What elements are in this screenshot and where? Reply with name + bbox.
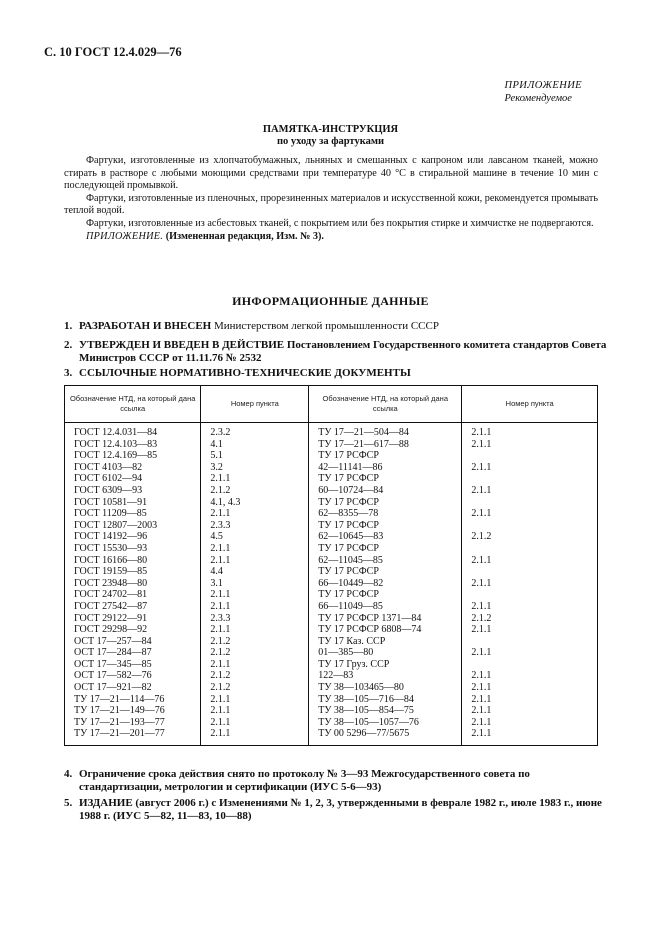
section-number: 1. [64, 320, 73, 332]
clause-number: 2.3.2 [201, 423, 309, 439]
clause-number: 2.1.2 [201, 636, 309, 648]
table-row [65, 485, 598, 497]
clause-number: 2.1.1 [462, 682, 598, 694]
clause-number: 3.1 [201, 578, 309, 590]
clause-number: 2.1.1 [462, 717, 598, 729]
note-italic: ПРИЛОЖЕНИЕ. [86, 230, 164, 242]
ntd-designation: 66—10449—82 [309, 578, 462, 590]
ntd-designation: ТУ 17 РСФСР [309, 450, 462, 462]
table-row [65, 520, 598, 532]
table-header-row [65, 386, 598, 423]
ntd-designation: ГОСТ 14192—96 [65, 531, 201, 543]
ntd-designation: ТУ 38—105—854—75 [309, 705, 462, 717]
info-section-1 [64, 320, 610, 333]
clause-number: 2.1.1 [462, 670, 598, 682]
clause-number: 2.1.1 [201, 705, 309, 717]
clause-number: 2.1.1 [462, 694, 598, 706]
ntd-designation: ГОСТ 10581—91 [65, 497, 201, 509]
clause-number: 2.1.2 [462, 531, 598, 543]
memo-heading [0, 124, 661, 148]
info-section-3 [64, 367, 610, 380]
ntd-designation: ТУ 17 РСФСР [309, 497, 462, 509]
ntd-designation: ТУ 17 РСФСР [309, 566, 462, 578]
memo-change-note [64, 231, 598, 244]
table-row [65, 555, 598, 567]
ntd-designation: ТУ 17—21—114—76 [65, 694, 201, 706]
section-lead: РАЗРАБОТАН И ВНЕСЕН [79, 320, 212, 332]
ntd-designation: ТУ 17 РСФСР 6808—74 [309, 624, 462, 636]
table-row [65, 543, 598, 555]
clause-number [462, 566, 598, 578]
ntd-designation: ТУ 17 РСФСР [309, 543, 462, 555]
clause-number: 2.1.1 [201, 601, 309, 613]
clause-number: 4.1, 4.3 [201, 497, 309, 509]
table-row [65, 624, 598, 636]
table-row [65, 601, 598, 613]
ntd-designation: ТУ 17 РСФСР [309, 589, 462, 601]
info-section-5 [64, 797, 610, 823]
ntd-designation: ГОСТ 24702—81 [65, 589, 201, 601]
clause-number [462, 543, 598, 555]
ntd-designation: ОСТ 17—284—87 [65, 647, 201, 659]
col-header-clause: Номер пункта [462, 386, 598, 423]
table-row [65, 682, 598, 694]
ntd-designation: ГОСТ 29122—91 [65, 613, 201, 625]
table-row [65, 423, 598, 439]
table-row [65, 578, 598, 590]
memo-paragraph: Фартуки, изготовленные из асбестовых тканей, с покрытием или без покрытия стирке и химчистке не подвергаются. [86, 217, 594, 229]
ntd-designation: ГОСТ 6309—93 [65, 485, 201, 497]
appendix-label [505, 79, 583, 105]
section-body: Министерством легкой промышленности СССР [211, 320, 439, 332]
ntd-designation: ГОСТ 19159—85 [65, 566, 201, 578]
clause-number: 2.1.1 [462, 439, 598, 451]
ntd-designation: 122—83 [309, 670, 462, 682]
table-row [65, 462, 598, 474]
table-body [65, 423, 598, 746]
ntd-designation: ГОСТ 15530—93 [65, 543, 201, 555]
clause-number [462, 450, 598, 462]
clause-number: 2.1.1 [462, 601, 598, 613]
table-row [65, 647, 598, 659]
ntd-designation: ТУ 17 РСФСР [309, 473, 462, 485]
section-number: 3. [64, 367, 73, 379]
memo-title: ПАМЯТКА-ИНСТРУКЦИЯ [262, 124, 399, 135]
clause-number: 2.1.1 [462, 578, 598, 590]
clause-number: 2.1.1 [201, 555, 309, 567]
appendix-title: ПРИЛОЖЕНИЕ [504, 80, 582, 91]
note-bold: (Измененная редакция, Изм. № 3). [165, 230, 324, 242]
info-section-2 [64, 339, 610, 365]
ntd-designation: ТУ 38—105—716—84 [309, 694, 462, 706]
table-row [65, 531, 598, 543]
ntd-designation: ТУ 17—21—149—76 [65, 705, 201, 717]
ntd-designation: ОСТ 17—582—76 [65, 670, 201, 682]
clause-number: 2.1.1 [462, 462, 598, 474]
clause-number: 2.1.1 [201, 589, 309, 601]
section-text [79, 320, 610, 333]
clause-number: 2.1.1 [201, 473, 309, 485]
table-row [65, 636, 598, 648]
section-number: 2. [64, 339, 73, 351]
ntd-designation: ТУ 17 Каз. ССР [309, 636, 462, 648]
clause-number: 5.1 [201, 450, 309, 462]
section-body: Постановлением Государственного комитета стандартов Совета Министров СССР от 11.11.76 № 2532 [79, 339, 607, 364]
ntd-designation: 62—10645—83 [309, 531, 462, 543]
memo-paragraph: Фартуки, изготовленные из хлопчатобумажных, льняных и смешанных с капроном или лавсаном тканей, можно стирать в растворе с любыми моющими средствами при температуре 40 °С в стиральной машине в течение 10 мин с последующей промывкой. [64, 155, 598, 192]
clause-number [462, 520, 598, 532]
clause-number [462, 473, 598, 485]
clause-number: 2.1.1 [201, 728, 309, 745]
table-row [65, 566, 598, 578]
clause-number: 4.5 [201, 531, 309, 543]
page-header: С. 10 ГОСТ 12.4.029—76 [44, 45, 182, 59]
ntd-designation: ТУ 00 5296—77/5675 [309, 728, 462, 745]
ntd-designation: ГОСТ 12.4.169—85 [65, 450, 201, 462]
ntd-designation: ТУ 17 РСФСР [309, 520, 462, 532]
ntd-designation: ТУ 17—21—201—77 [65, 728, 201, 745]
clause-number: 2.1.2 [201, 682, 309, 694]
ntd-designation: ОСТ 17—257—84 [65, 636, 201, 648]
ntd-designation: ТУ 17 Груз. ССР [309, 659, 462, 671]
ntd-designation: ГОСТ 16166—80 [65, 555, 201, 567]
ntd-designation: ГОСТ 4103—82 [65, 462, 201, 474]
section-text: Ограничение срока действия снято по протоколу № 3—93 Межгосударственного совета по стандартизации, метрологии и сертификации (ИУС 5-6—93) [79, 768, 530, 793]
ntd-designation: ТУ 38—105—1057—76 [309, 717, 462, 729]
info-section-4 [64, 768, 610, 794]
clause-number: 2.1.1 [462, 647, 598, 659]
clause-number: 2.1.1 [201, 624, 309, 636]
ntd-designation: ТУ 17—21—504—84 [309, 423, 462, 439]
ntd-designation: ТУ 17—21—193—77 [65, 717, 201, 729]
section-lead: ССЫЛОЧНЫЕ НОРМАТИВНО-ТЕХНИЧЕСКИЕ ДОКУМЕНТЫ [79, 367, 411, 379]
clause-number: 4.1 [201, 439, 309, 451]
clause-number: 2.1.2 [462, 613, 598, 625]
clause-number: 2.1.2 [201, 670, 309, 682]
clause-number: 2.1.2 [201, 647, 309, 659]
section-text [79, 367, 610, 380]
clause-number: 2.1.1 [462, 705, 598, 717]
ntd-designation: ТУ 17—21—617—88 [309, 439, 462, 451]
clause-number: 2.1.1 [201, 508, 309, 520]
ntd-designation: ГОСТ 6102—94 [65, 473, 201, 485]
ntd-designation: ОСТ 17—345—85 [65, 659, 201, 671]
ntd-designation: 62—11045—85 [309, 555, 462, 567]
clause-number: 2.1.1 [201, 659, 309, 671]
clause-number: 2.1.1 [201, 694, 309, 706]
clause-number [462, 497, 598, 509]
info-title: ИНФОРМАЦИОННЫЕ ДАННЫЕ [232, 294, 429, 308]
ntd-designation: ОСТ 17—921—82 [65, 682, 201, 694]
memo-subtitle: по уходу за фартуками [276, 136, 385, 147]
section-text: ИЗДАНИЕ (август 2006 г.) с Изменениями № 1, 2, 3, утвержденными в феврале 1982 г., июле 1983 г., июне 1988 г. (ИУС 5—82, 11—83, 10—88) [79, 797, 602, 822]
ntd-designation: ГОСТ 27542—87 [65, 601, 201, 613]
clause-number: 2.1.1 [462, 485, 598, 497]
table-row [65, 717, 598, 729]
clause-number: 2.1.1 [462, 508, 598, 520]
ntd-designation: 42—11141—86 [309, 462, 462, 474]
ntd-designation: 62—8355—78 [309, 508, 462, 520]
table-row [65, 670, 598, 682]
table-row [65, 439, 598, 451]
clause-number: 2.1.1 [201, 543, 309, 555]
ntd-designation: ГОСТ 12.4.031—84 [65, 423, 201, 439]
ntd-designation: ГОСТ 23948—80 [65, 578, 201, 590]
clause-number: 2.3.3 [201, 520, 309, 532]
table-row [65, 450, 598, 462]
section-text [79, 339, 610, 365]
clause-number: 2.1.1 [201, 717, 309, 729]
col-header-clause: Номер пункта [201, 386, 309, 423]
ntd-designation: ГОСТ 11209—85 [65, 508, 201, 520]
ntd-designation: 60—10724—84 [309, 485, 462, 497]
section-number: 4. [64, 768, 73, 780]
table-row [65, 728, 598, 745]
clause-number: 2.1.1 [462, 624, 598, 636]
table-row [65, 589, 598, 601]
table-row [65, 659, 598, 671]
table-row [65, 694, 598, 706]
ntd-designation: 01—385—80 [309, 647, 462, 659]
table-row [65, 473, 598, 485]
clause-number: 2.3.3 [201, 613, 309, 625]
col-header-doc: Обозначение НТД, на который дана ссылка [65, 386, 201, 423]
clause-number: 2.1.1 [462, 423, 598, 439]
references-table [64, 385, 598, 746]
memo-body [64, 155, 598, 243]
ntd-designation: ГОСТ 29298—92 [65, 624, 201, 636]
appendix-status: Рекомендуемое [504, 93, 572, 104]
ntd-designation: 66—11049—85 [309, 601, 462, 613]
ntd-designation: ГОСТ 12.4.103—83 [65, 439, 201, 451]
memo-paragraph: Фартуки, изготовленные из пленочных, прорезиненных материалов и искусственной кожи, рекомендуется промывать теплой водой. [64, 192, 598, 217]
clause-number: 2.1.1 [462, 555, 598, 567]
table-row [65, 613, 598, 625]
section-lead: УТВЕРЖДЕН И ВВЕДЕН В ДЕЙСТВИЕ [79, 339, 285, 351]
clause-number: 2.1.1 [462, 728, 598, 745]
table-row [65, 508, 598, 520]
clause-number [462, 659, 598, 671]
clause-number: 4.4 [201, 566, 309, 578]
clause-number: 2.1.2 [201, 485, 309, 497]
ntd-designation: ТУ 38—103465—80 [309, 682, 462, 694]
ntd-designation: ТУ 17 РСФСР 1371—84 [309, 613, 462, 625]
clause-number [462, 636, 598, 648]
col-header-doc: Обозначение НТД, на который дана ссылка [309, 386, 462, 423]
section-number: 5. [64, 797, 73, 809]
ntd-designation: ГОСТ 12807—2003 [65, 520, 201, 532]
clause-number: 3.2 [201, 462, 309, 474]
clause-number [462, 589, 598, 601]
table-row [65, 705, 598, 717]
table-row [65, 497, 598, 509]
